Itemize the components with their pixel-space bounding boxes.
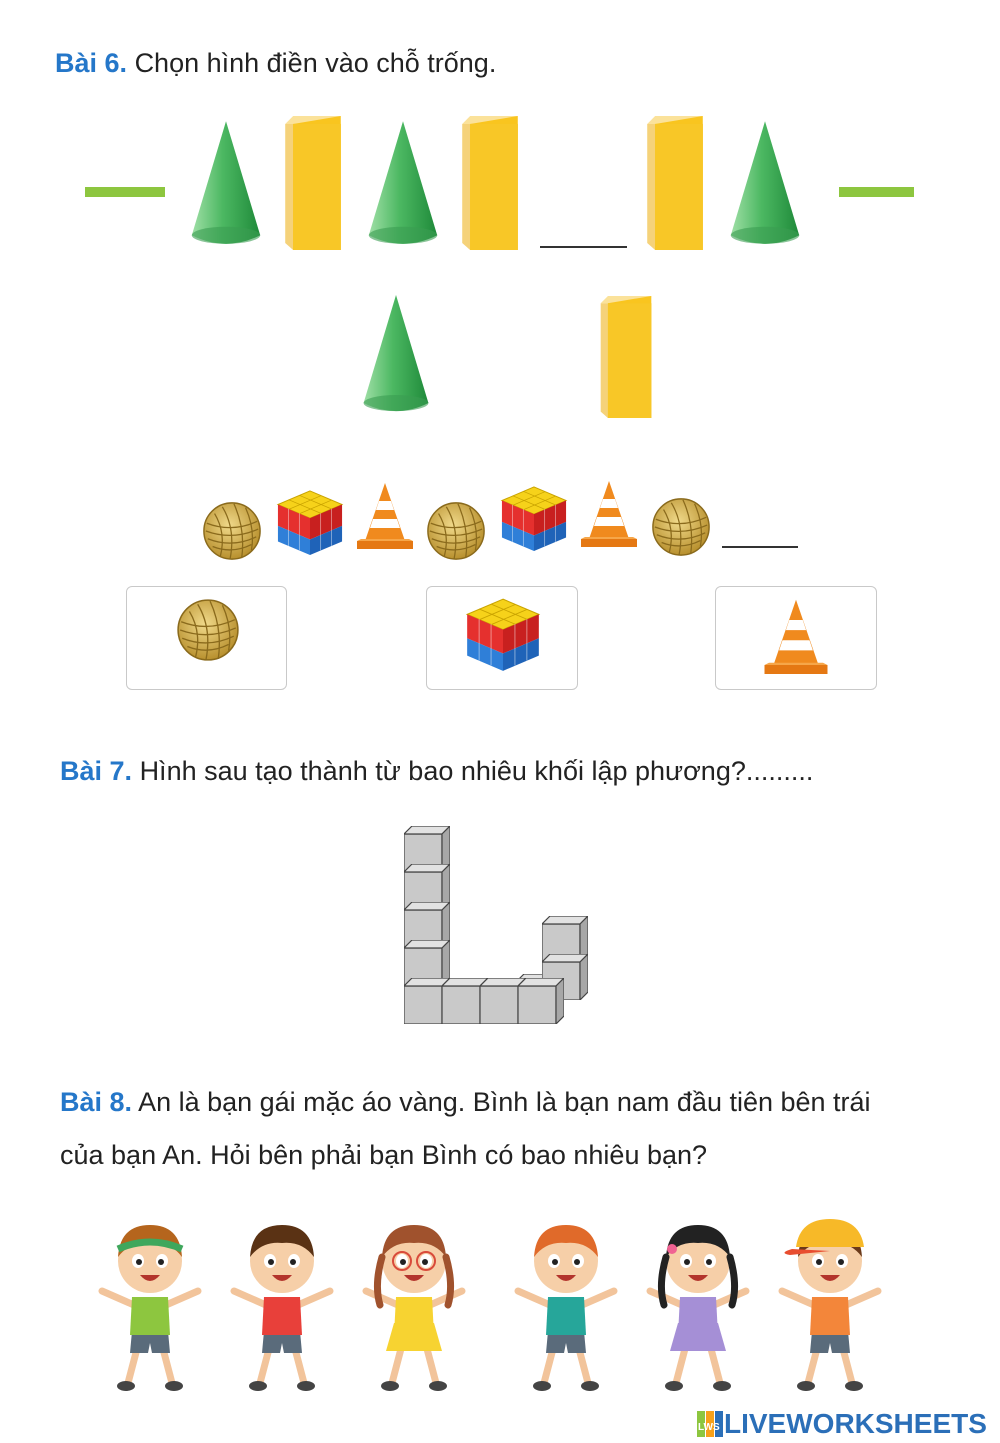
bai7-heading xyxy=(60,754,813,788)
answer-blank-2[interactable] xyxy=(722,546,798,548)
yarn-ball-icon xyxy=(650,496,712,558)
lws-logo-letters: LWS xyxy=(698,1422,720,1433)
yarn-ball-icon xyxy=(175,597,241,663)
child-1-boy xyxy=(90,1205,210,1395)
bai8-label: Bài 8. xyxy=(60,1087,133,1117)
option-rubik-cube[interactable] xyxy=(426,586,578,690)
yarn-ball-icon xyxy=(201,500,263,562)
traffic-cone-icon xyxy=(577,478,641,552)
lws-logo-icon xyxy=(697,1411,723,1437)
prism-shape xyxy=(462,116,518,250)
child-2-boy xyxy=(222,1205,342,1395)
rubik-cube-icon xyxy=(276,488,344,558)
rubik-cube-icon xyxy=(500,484,568,554)
children-row xyxy=(90,1205,890,1395)
child-5-girl xyxy=(638,1205,758,1395)
option-yarn-ball[interactable] xyxy=(126,586,287,690)
traffic-cone-icon xyxy=(760,595,832,681)
option-prism[interactable] xyxy=(600,296,652,418)
cube-stack-figure xyxy=(400,824,600,1034)
cone-shape xyxy=(365,117,441,250)
bai6-label: Bài 6. xyxy=(55,48,128,78)
option-cone[interactable] xyxy=(360,292,432,416)
brand-name: LIVEWORKSHEETS xyxy=(724,1408,987,1439)
child-4-boy xyxy=(506,1205,626,1395)
bai7-question: Hình sau tạo thành từ bao nhiêu khối lập phương?......... xyxy=(139,756,814,786)
bai6-instruction: Chọn hình điền vào chỗ trống. xyxy=(134,48,497,78)
prism-shape xyxy=(647,116,703,250)
yarn-ball-icon xyxy=(425,500,487,562)
cone-shape xyxy=(727,117,803,250)
bai8-line1: An là bạn gái mặc áo vàng. Bình là bạn nam đầu tiên bên trái xyxy=(138,1087,871,1117)
bai8-line2: của bạn An. Hỏi bên phải bạn Bình có bao nhiêu bạn? xyxy=(60,1140,708,1170)
child-6-boy xyxy=(770,1205,890,1395)
bai6-heading xyxy=(55,46,496,80)
prism-shape xyxy=(285,116,341,250)
bai8-heading xyxy=(60,1085,871,1119)
sequence-start-dash xyxy=(85,187,165,197)
cone-shape xyxy=(188,117,264,250)
traffic-cone-icon xyxy=(353,480,417,554)
answer-blank-1[interactable] xyxy=(540,246,627,248)
liveworksheets-logo xyxy=(697,1408,997,1440)
bai7-label: Bài 7. xyxy=(60,756,133,786)
option-traffic-cone[interactable] xyxy=(715,586,877,690)
sequence-end-dash xyxy=(839,187,914,197)
rubik-cube-icon xyxy=(465,595,541,675)
child-3-girl xyxy=(354,1205,474,1395)
